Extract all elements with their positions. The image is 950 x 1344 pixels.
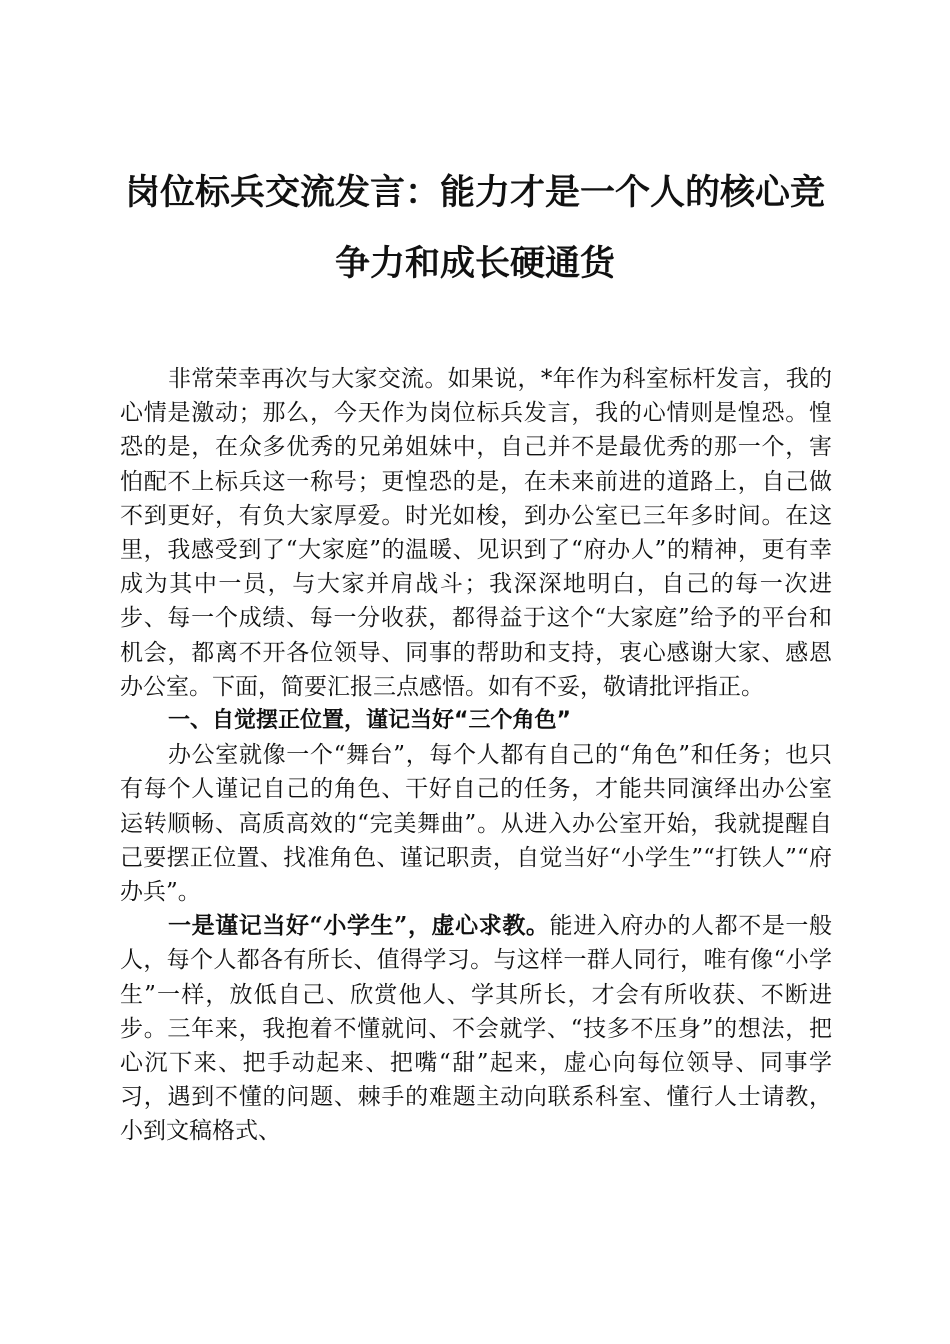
document-body [120,362,832,1149]
document-title-line-2: 争力和成长硬通货 [334,243,615,284]
section-1-paragraph: 办公室就像一个“舞台”，每个人都有自己的“角色”和任务；也只有每个人谨记自己的角色、干好自己的任务，才能共同演绎出办公室运转顺畅、高质高效的“完美舞曲”。从进入办公室开始，我就提醒自己要摆正位置、找准角色、谨记职责，自觉当好“小学生”“打铁人”“府办兵”。 [120,742,832,906]
point-1-paragraph [120,909,832,1148]
intro-paragraph: 非常荣幸再次与大家交流。如果说，*年作为科室标杆发言，我的心情是激动；那么，今天作为岗位标兵发言，我的心情则是惶恐。惶恐的是，在众多优秀的兄弟姐妹中，自己并不是最优秀的那一个，害怕配不上标兵这一称号；更惶恐的是，在未来前进的道路上，自己做不到更好，有负大家厚爱。时光如梭，到办公室已三年多时间。在这里，我感受到了“大家庭”的温暖、见识到了“府办人”的精神，更有幸成为其中一员，与大家并肩战斗；我深深地明白，自己的每一次进步、每一个成绩、每一分收获，都得益于这个“大家庭”给予的平台和机会，都离不开各位领导、同事的帮助和支持，衷心感谢大家、感恩办公室。下面，简要汇报三点感悟。如有不妥，敬请批评指正。 [120,366,832,700]
point-1-body: 能进入府办的人都不是一般人，每个人都各有所长、值得学习。与这样一群人同行，唯有像“小学生”一样，放低自己、欣赏他人、学其所长，才会有所收获、不断进步。三年来，我抱着不懂就问、不会就学、“技多不压身”的想法，把心沉下来、把手动起来、把嘴“甜”起来，虚心向每位领导、同事学习，遇到不懂的问题、棘手的难题主动向联系科室、懂行人士请教，小到文稿格式、 [120,913,832,1145]
point-1-lead: 一是谨记当好“小学生”，虚心求教。 [168,912,550,940]
section-heading-1: 一、自觉摆正位置，谨记当好“三个角色” [168,708,571,734]
document-title-line-1: 岗位标兵交流发言：能力才是一个人的核心竞 [124,172,825,213]
